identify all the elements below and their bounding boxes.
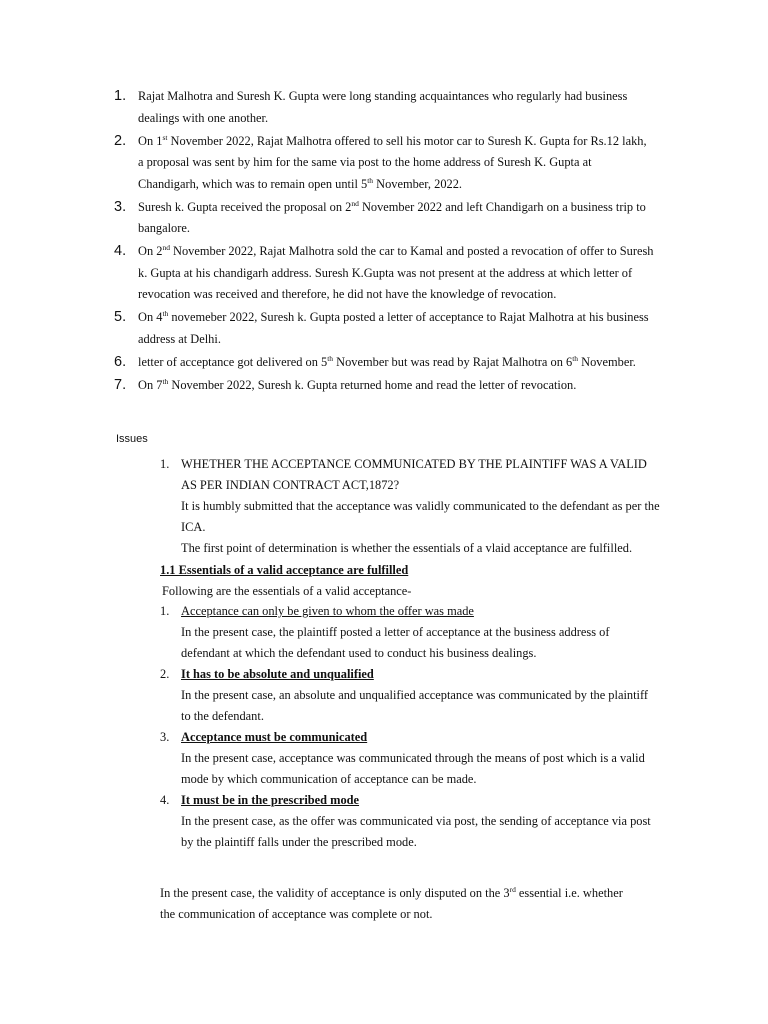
essential-number: 3. <box>160 730 170 744</box>
issues-heading: Issues <box>116 433 148 445</box>
fact-number: 3. <box>114 198 127 215</box>
essentials-list <box>160 601 660 853</box>
essential-body: In the present case, the plaintiff posted a letter of acceptance at the business address of defendant at which the defendant used to conduct his business dealings. <box>181 625 610 660</box>
fact-text: letter of acceptance got delivered on 5th November but was read by Rajat Malhotra on 6th November. <box>138 353 636 369</box>
fact-text: Suresh k. Gupta received the proposal on 2nd November 2022 and left Chandigarh on a business trip to bangalore. <box>138 198 646 235</box>
essential-title: Acceptance can only be given to whom the offer was made <box>181 604 474 618</box>
essential-body: In the present case, an absolute and unqualified acceptance was communicated by the plaintiff to the defendant. <box>181 688 648 723</box>
fact-number: 1. <box>114 88 127 104</box>
essential-title: Acceptance must be communicated <box>181 730 368 744</box>
essential-item <box>160 601 660 664</box>
fact-text: On 2nd November 2022, Rajat Malhotra sold the car to Kamal and posted a revocation of offer to Suresh k. Gupta at his chandigarh address. Suresh K.Gupta was not present at the address at which letter of revocation was received and therefore, he did not have the knowledge of revocation. <box>138 243 654 301</box>
fact-number: 2. <box>114 132 127 149</box>
conclusion-paragraph: In the present case, the validity of acceptance is only disputed on the 3rd essential i.e. whether the communication of acceptance was complete or not. <box>160 885 623 921</box>
fact-number: 7. <box>114 376 127 393</box>
essential-number: 2. <box>160 667 170 681</box>
issue-heading-text: WHETHER THE ACCEPTANCE COMMUNICATED BY THE PLAINTIFF WAS A VALID AS PER INDIAN CONTRACT ACT,1872? <box>181 457 647 492</box>
essentials-intro: Following are the essentials of a valid acceptance- <box>162 584 412 598</box>
issue-block <box>160 454 660 559</box>
fact-number: 5. <box>114 309 127 325</box>
essential-number: 4. <box>160 793 170 807</box>
essential-body: In the present case, as the offer was communicated via post, the sending of acceptance via post by the plaintiff falls under the prescribed mode. <box>181 814 651 849</box>
issue-heading <box>160 454 660 496</box>
section-subheading: 1.1 Essentials of a valid acceptance are fulfilled <box>160 563 409 577</box>
fact-text: On 1st November 2022, Rajat Malhotra offered to sell his motor car to Suresh K. Gupta for Rs.12 lakh, a proposal was sent by him for the same via post to the home address of Suresh K. Gupta at Chandigarh, which was to remain open until 5th November, 2022. <box>138 132 647 191</box>
essential-title: It must be in the prescribed mode <box>181 793 360 807</box>
fact-item <box>114 86 654 129</box>
essential-item <box>160 790 660 853</box>
fact-text: Rajat Malhotra and Suresh K. Gupta were long standing acquaintances who regularly had business dealings with one another. <box>138 89 628 125</box>
fact-item <box>114 241 654 306</box>
facts-list <box>114 86 654 398</box>
fact-item <box>114 375 654 397</box>
issue-submission: It is humbly submitted that the acceptance was validly communicated to the defendant as per the ICA. <box>181 499 660 534</box>
fact-number: 6. <box>114 353 127 370</box>
essential-body: In the present case, acceptance was communicated through the means of post which is a valid mode by which communication of acceptance can be made. <box>181 751 645 786</box>
fact-number: 4. <box>114 243 127 259</box>
fact-text: On 4th novemeber 2022, Suresh k. Gupta posted a letter of acceptance to Rajat Malhotra at his business address at Delhi. <box>138 309 649 346</box>
fact-item <box>114 307 654 350</box>
fact-item <box>114 131 654 196</box>
fact-text: On 7th November 2022, Suresh k. Gupta returned home and read the letter of revocation. <box>138 376 577 392</box>
issue-number: 1. <box>160 457 170 471</box>
essential-number: 1. <box>160 604 170 618</box>
fact-item <box>114 352 654 374</box>
fact-item <box>114 197 654 240</box>
essential-item <box>160 727 660 790</box>
issue-determination: The first point of determination is whether the essentials of a vlaid acceptance are fulfilled. <box>181 541 633 555</box>
essential-title: It has to be absolute and unqualified <box>181 667 374 681</box>
essential-item <box>160 664 660 727</box>
